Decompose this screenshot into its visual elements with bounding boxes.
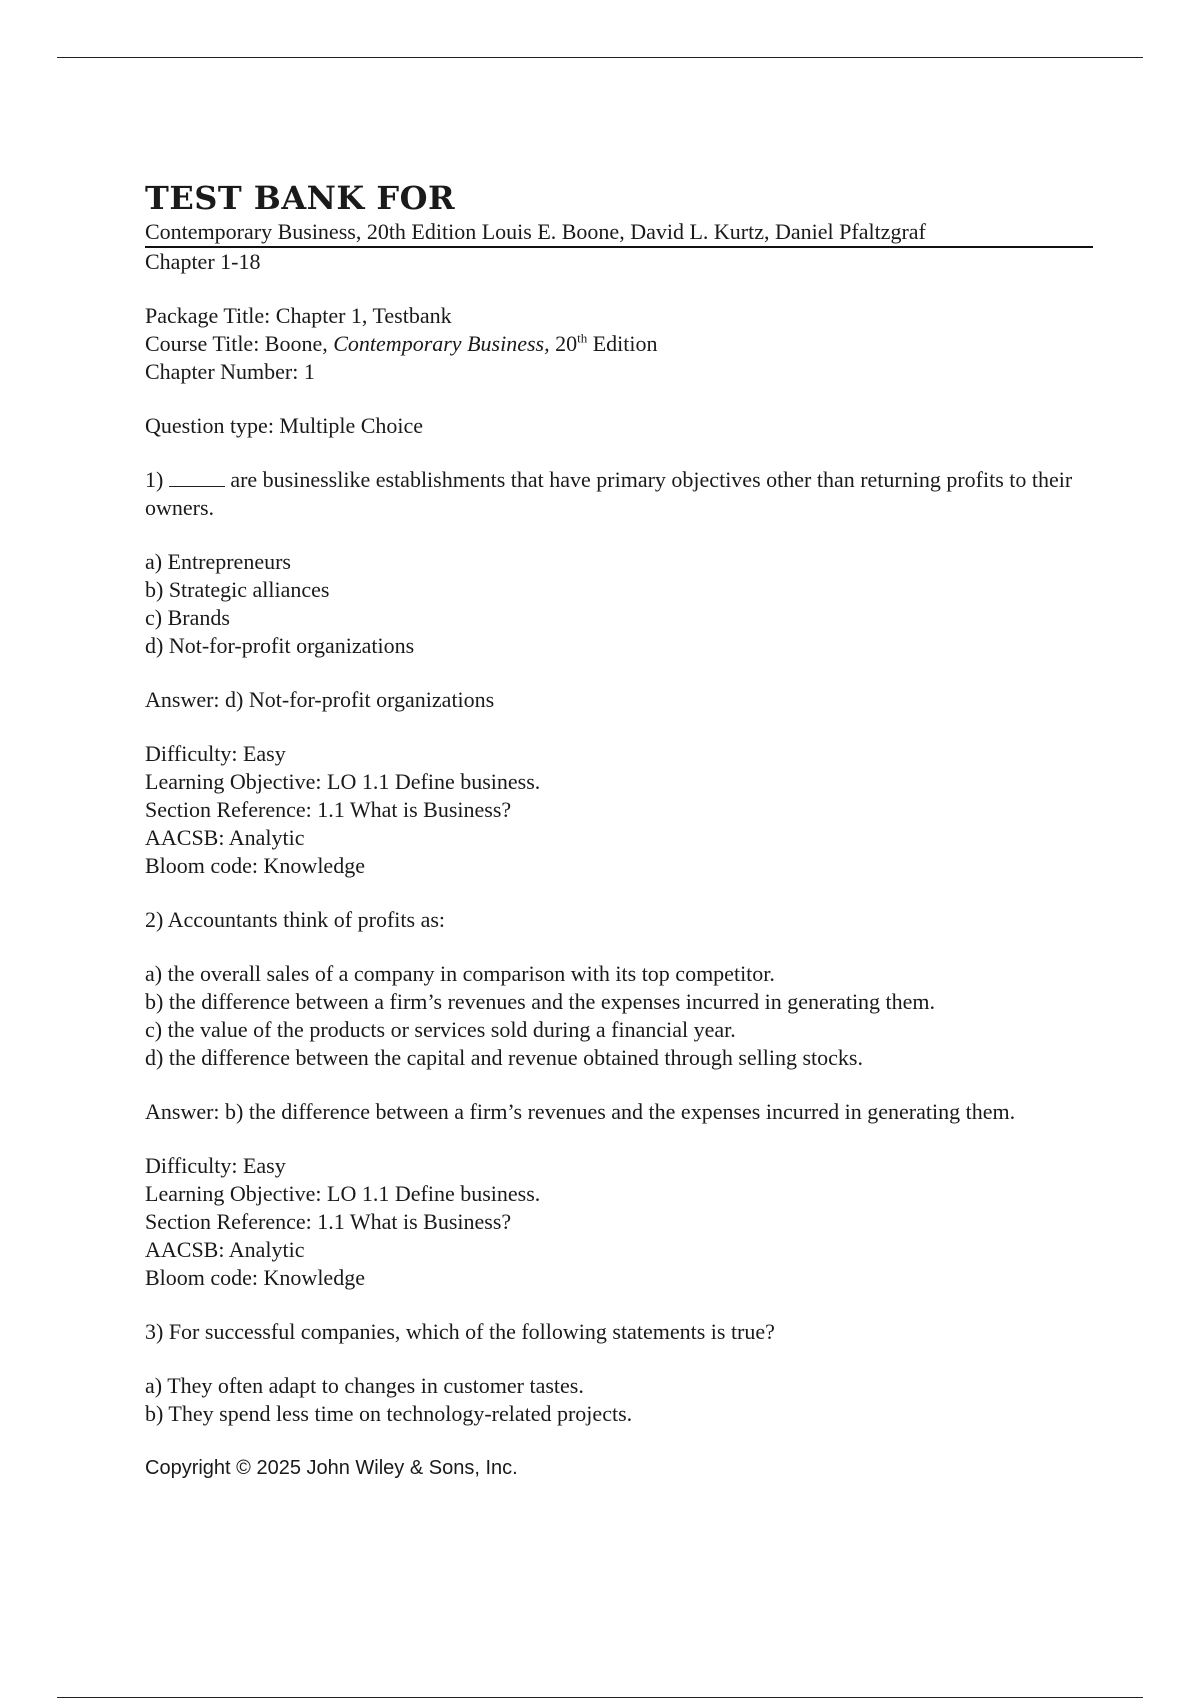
option: b) They spend less time on technology-related projects. <box>145 1401 633 1426</box>
course-title: Course Title: Boone, Contemporary Business, 20th Edition <box>145 330 658 356</box>
meta-line: AACSB: Analytic <box>145 1237 305 1262</box>
answer: Answer: d) Not-for-profit organizations <box>145 687 495 712</box>
answer-blank <box>169 466 225 487</box>
top-rule <box>57 57 1143 58</box>
option: d) Not-for-profit organizations <box>145 633 415 658</box>
book-line: Contemporary Business, 20th Edition Louis E. Boone, David L. Kurtz, Daniel Pfaltzgraf <box>145 218 1093 248</box>
copyright-notice: Copyright © 2025 John Wiley & Sons, Inc. <box>145 1457 518 1479</box>
option: b) Strategic alliances <box>145 577 330 602</box>
answer: Answer: b) the difference between a firm’s revenues and the expenses incurred in generating them. <box>145 1099 1016 1124</box>
question-2-stem: 2) Accountants think of profits as: <box>145 907 446 932</box>
meta-line: Bloom code: Knowledge <box>145 853 365 878</box>
meta-line: Section Reference: 1.1 What is Business? <box>145 797 512 822</box>
meta-line: Learning Objective: LO 1.1 Define business. <box>145 1181 541 1206</box>
option: b) the difference between a firm’s revenues and the expenses incurred in generating them. <box>145 989 936 1014</box>
meta-line: Difficulty: Easy <box>145 1153 286 1178</box>
question-1-stem: 1) are businesslike establishments that have primary objectives other than returning profits to their owners. <box>145 467 1078 520</box>
option: d) the difference between the capital and revenue obtained through selling stocks. <box>145 1045 863 1070</box>
package-title: Package Title: Chapter 1, Testbank <box>145 303 452 328</box>
meta-line: Section Reference: 1.1 What is Business? <box>145 1209 512 1234</box>
option: a) the overall sales of a company in comparison with its top competitor. <box>145 961 775 986</box>
meta-line: AACSB: Analytic <box>145 825 305 850</box>
chapter-range: Chapter 1-18 <box>145 249 261 274</box>
meta-line: Bloom code: Knowledge <box>145 1265 365 1290</box>
question-3-stem: 3) For successful companies, which of the following statements is true? <box>145 1319 775 1344</box>
chapter-number: Chapter Number: 1 <box>145 359 315 384</box>
document-body <box>145 178 1095 1482</box>
option: a) They often adapt to changes in customer tastes. <box>145 1373 584 1398</box>
question-type: Question type: Multiple Choice <box>145 413 424 438</box>
bottom-rule <box>57 1697 1143 1698</box>
option: c) Brands <box>145 605 230 630</box>
meta-line: Learning Objective: LO 1.1 Define business. <box>145 769 541 794</box>
option: a) Entrepreneurs <box>145 549 291 574</box>
meta-line: Difficulty: Easy <box>145 741 286 766</box>
doc-title: TEST BANK FOR <box>145 179 456 217</box>
option: c) the value of the products or services sold during a financial year. <box>145 1017 736 1042</box>
